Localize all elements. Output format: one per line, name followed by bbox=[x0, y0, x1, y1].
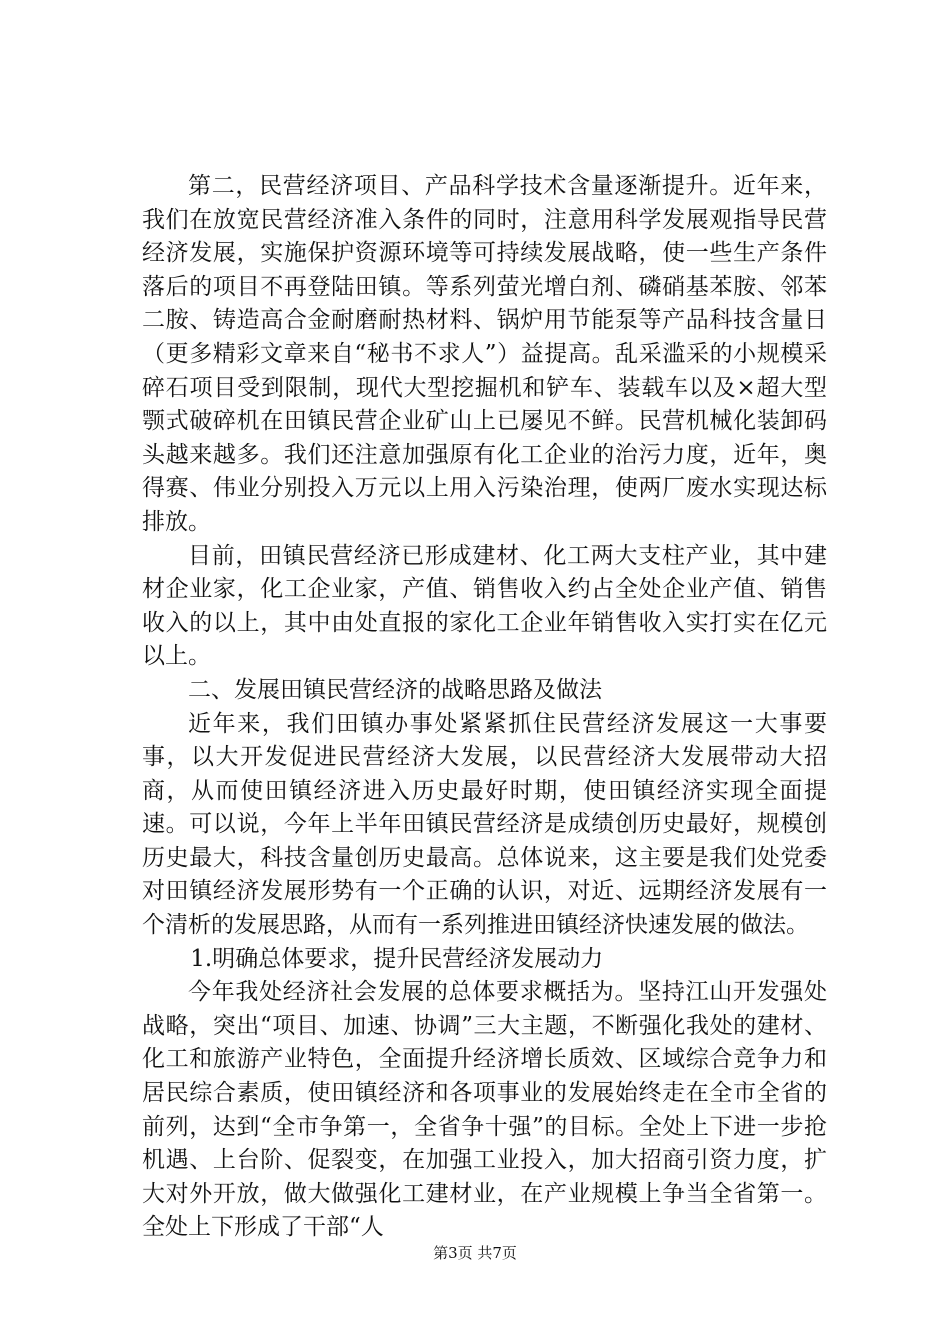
section-heading-strategy: 二、发展田镇民营经济的战略思路及做法 bbox=[188, 676, 602, 703]
document-body bbox=[142, 170, 827, 1245]
page-number-footer: 第3页 共7页 bbox=[433, 1244, 517, 1262]
subheading-overall-requirements: 1.明确总体要求，提升民营经济发展动力 bbox=[190, 945, 604, 972]
paragraph-pillar-industries: 目前，田镇民营经济已形成建材、化工两大支柱产业，其中建材企业家，化工企业家，产值、销售收入约占全处企业产值、销售收入的以上，其中由处直报的家化工企业年销售收入实打实在亿元以上。 bbox=[142, 542, 827, 670]
paragraph-strategy-overview: 近年来，我们田镇办事处紧紧抓住民营经济发展这一大事要事，以大开发促进民营经济大发展，以民营经济大发展带动大招商，从而使田镇经济进入历史最好时期，使田镇经济实现全面提速。可以说，今年上半年田镇民营经济是成绩创历史最好，规模创历史最大，科技含量创历史最高。总体说来，这主要是我们处党委对田镇经济发展形势有一个正确的认识，对近、远期经济发展有一个清析的发展思路，从而有一系列推进田镇经济快速发展的做法。 bbox=[142, 710, 827, 939]
paragraph-overall-requirements: 今年我处经济社会发展的总体要求概括为。坚持江山开发强处战略，突出“项目、加速、协调”三大主题，不断强化我处的建材、化工和旅游产业特色，全面提升经济增长质效、区域综合竞争力和居民综合素质，使田镇经济和各项事业的发展始终走在全市全省的前列，达到“全市争第一，全省争十强”的目标。全处上下进一步抢机遇、上台阶、促裂变，在加强工业投入，加大招商引资力度，扩大对外开放，做大做强化工建材业，在产业规模上争当全省第一。全处上下形成了干部“人 bbox=[142, 979, 827, 1241]
paragraph-tech-content: 第二，民营经济项目、产品科学技术含量逐渐提升。近年来，我们在放宽民营经济准入条件的同时，注意用科学发展观指导民营经济发展，实施保护资源环境等可持续发展战略，使一些生产条件落后的项目不再登陆田镇。等系列萤光增白剂、磷硝基苯胺、邻苯二胺、铸造高合金耐磨耐热材料、锅炉用节能泵等产品科技含量日（更多精彩文章来自“秘书不求人”）益提高。乱采滥采的小规模采碎石项目受到限制，现代大型挖掘机和铲车、装载车以及×超大型颚式破碎机在田镇民营企业矿山上已屡见不鲜。民营机械化装卸码头越来越多。我们还注意加强原有化工企业的治污力度，近年，奥得赛、伟业分别投入万元以上用入污染治理，使两厂废水实现达标排放。 bbox=[142, 173, 827, 535]
